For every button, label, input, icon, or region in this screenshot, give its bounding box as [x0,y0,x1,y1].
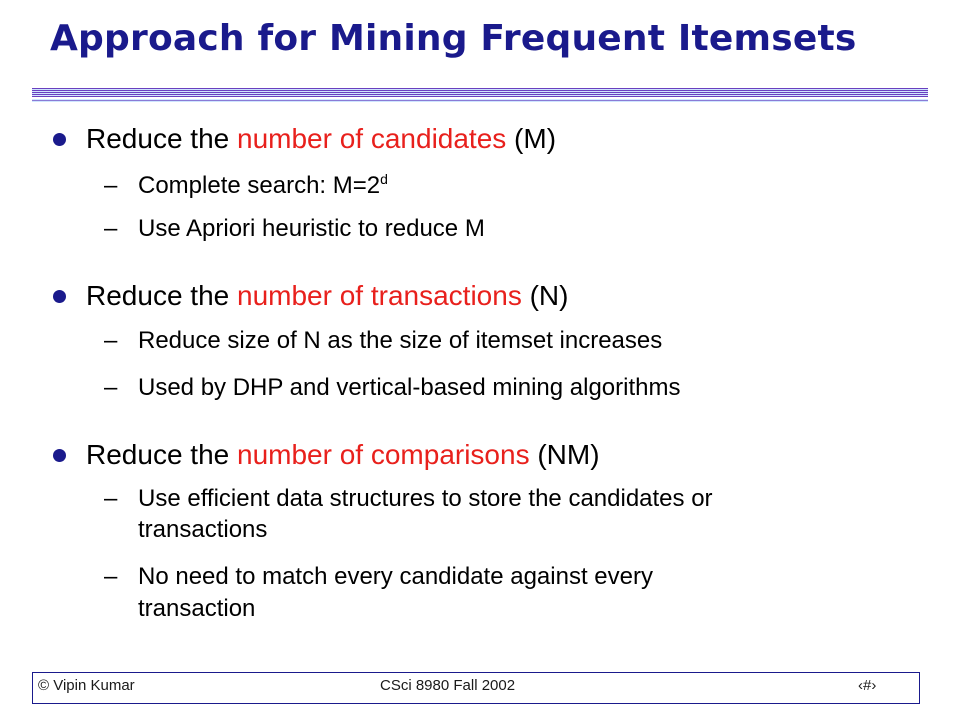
bullet-post: (NM) [529,439,600,470]
bullet-post: (N) [521,280,569,311]
sub-bullet-dhp: Used by DHP and vertical-based mining algorithms [138,374,681,401]
sub-bullet-no-need-l1: No need to match every candidate against every [138,563,653,590]
footer-author: © Vipin Kumar [38,677,135,694]
bullet-pre: Reduce the [86,280,237,311]
footer-border-bottom [32,703,919,704]
sub-bullet-apriori: Use Apriori heuristic to reduce M [138,215,485,242]
sub-dash: – [104,172,118,199]
bullet-pre: Reduce the [86,439,237,470]
bullet-dot-icon [53,449,66,462]
sub-superscript: d [380,171,388,187]
sub-bullet-complete-search [138,171,388,201]
bullet-dot-icon [53,290,66,303]
slide-title: Approach for Mining Frequent Itemsets [50,18,857,59]
bullet-highlight: number of comparisons [237,439,530,470]
bullet-highlight: number of transactions [237,280,522,311]
title-underline-rule [32,88,928,97]
bullet-post: (M) [506,123,557,154]
sub-bullet-reduce-size: Reduce size of N as the size of itemset increases [138,327,663,354]
footer-border-right [919,672,920,704]
footer-course: CSci 8980 Fall 2002 [380,677,516,694]
sub-dash: – [104,327,118,354]
bullet-dot-icon [53,133,66,146]
footer-border-top [32,672,919,673]
sub-dash: – [104,215,118,242]
footer-slide-number: ‹#› [858,677,877,694]
bullet-main-comparisons [86,439,600,471]
sub-bullet-data-structures-l2: transactions [138,516,268,543]
sub-dash: – [104,485,118,512]
sub-text: Complete search: M=2 [138,172,381,199]
sub-dash: – [104,563,118,590]
bullet-main-candidates [86,123,556,155]
bullet-pre: Reduce the [86,123,237,154]
footer-border-left [32,672,33,704]
sub-bullet-no-need-l2: transaction [138,595,256,622]
sub-bullet-data-structures-l1: Use efficient data structures to store the candidates or [138,485,713,512]
bullet-main-transactions [86,280,568,312]
bullet-highlight: number of candidates [237,123,507,154]
sub-dash: – [104,374,118,401]
title-underline-rule-thin [32,99,928,102]
